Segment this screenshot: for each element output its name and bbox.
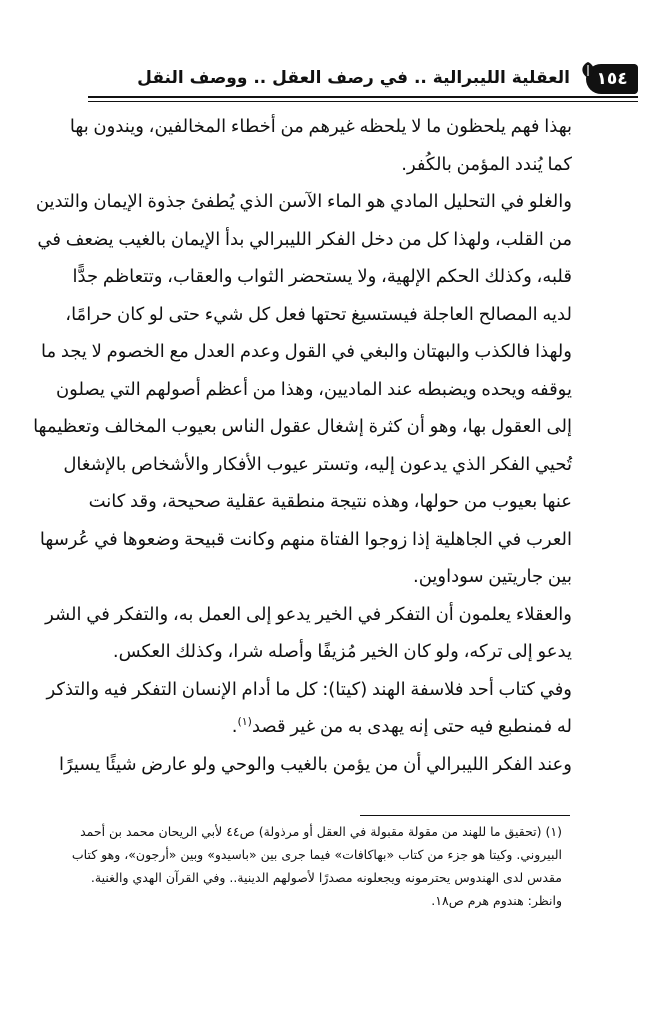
footnote-line: مقدس لدى الهندوس يحترمونه ويجعلونه مصدرًا لأصولهم الدينية.. وفي القرآن الهدي والغنية. — [90, 870, 562, 885]
text-line: وعند الفكر الليبرالي أن من يؤمن بالغيب والوحي ولو عارض شيئًا يسيرًا — [58, 753, 572, 775]
footnote-reference[interactable]: (١) — [237, 715, 252, 728]
text-line: يدعو إلى تركه، ولو كان الخير مُزيفًا وأصله شرا، وكذلك العكس. — [112, 641, 572, 662]
text-line: كما يُندد المؤمن بالكُفر. — [401, 153, 572, 175]
footnote-line: وانظر: هندوم هرم ص١٨. — [431, 893, 562, 908]
text-line-with-footnote: له فمنطبع فيه حتى إنه يهدى به من غير قصد$^{(١)}$. — [231, 715, 572, 737]
text-line: بين جاريتين سوداوين. — [413, 566, 572, 587]
text-line: وفي كتاب أحد فلاسفة الهند (كيتا): كل ما أدام الإنسان التفكر فيه والتذكر — [46, 678, 572, 700]
text-line: يوقفه ويحده ويضبطه عند الماديين، وهذا من أعظم أصولهم التي يصلون — [55, 378, 572, 400]
leaf-ornament-icon — [578, 60, 598, 80]
text-line: قلبه، وكذلك الحكم الإلهية، ولا يستحضر الثواب والعقاب، وتتعاظم جدًّا — [72, 266, 572, 287]
page-header — [88, 62, 638, 102]
page-number: ١٥٤ — [596, 69, 628, 89]
footnote-line: (١) (تحقيق ما للهند من مقولة مقبولة في العقل أو مرذولة) ص٤٤ لأبي الريحان محمد بن أحمد — [80, 824, 562, 839]
text-line: إلى العقول بها، وهو أن كثرة إشغال عقول الناس بعيوب المخالف وتعظيمها — [33, 416, 572, 437]
text-line: عنها بعيوب من حولها، وهذه نتيجة منطقية عقلية صحيحة، وقد كانت — [88, 491, 572, 512]
text-line: ولهذا فالكذب والبهتان والبغي في القول وعدم العدل مع الخصوم لا يجد ما — [41, 341, 572, 362]
text-line: العرب في الجاهلية إذا زوجوا الفتاة منهم وكانت قبيحة وضعوها في عُرسها — [39, 528, 572, 550]
footnote-separator — [360, 815, 570, 816]
main-text — [33, 108, 572, 783]
text-line: بهذا فهم يلحظون ما لا يلحظه غيرهم من أخطاء المخالفين، ويندون بها — [69, 116, 572, 137]
text-line: والعقلاء يعلمون أن التفكر في الخير يدعو إلى العمل به، والتفكر في الشر — [45, 603, 572, 625]
running-title: العقلية الليبرالية .. في رصف العقل .. ووصف النقل — [137, 68, 570, 88]
footnotes — [71, 820, 562, 912]
text-line: تُحيي الفكر الذي يدعون إليه، وتستر عيوب الأفكار والأشخاص بالإشغال — [63, 453, 572, 475]
text-line: والغلو في التحليل المادي هو الماء الآسن الذي يُطفئ جذوة الإيمان والتدين — [35, 191, 572, 212]
header-rule — [88, 96, 638, 98]
footnote-line: البيروني. وكيتا هو جزء من كتاب «بهاكافات» فيما جرى بين «باسيدو» وبين «أرجون»، وهو كتاب — [71, 847, 562, 862]
text-line: له فمنطبع فيه حتى إنه يهدى به من غير قصد — [251, 716, 572, 737]
text-line: من القلب، ولهذا كل من دخل الفكر الليبرالي بدأ الإيمان بالغيب يضعف في — [37, 228, 572, 250]
header-rule-thin — [88, 101, 638, 102]
text-line: لديه المصالح العاجلة فيستسيغ تحتها فعل كل شيء حتى لو كان حرامًا، — [65, 303, 572, 325]
